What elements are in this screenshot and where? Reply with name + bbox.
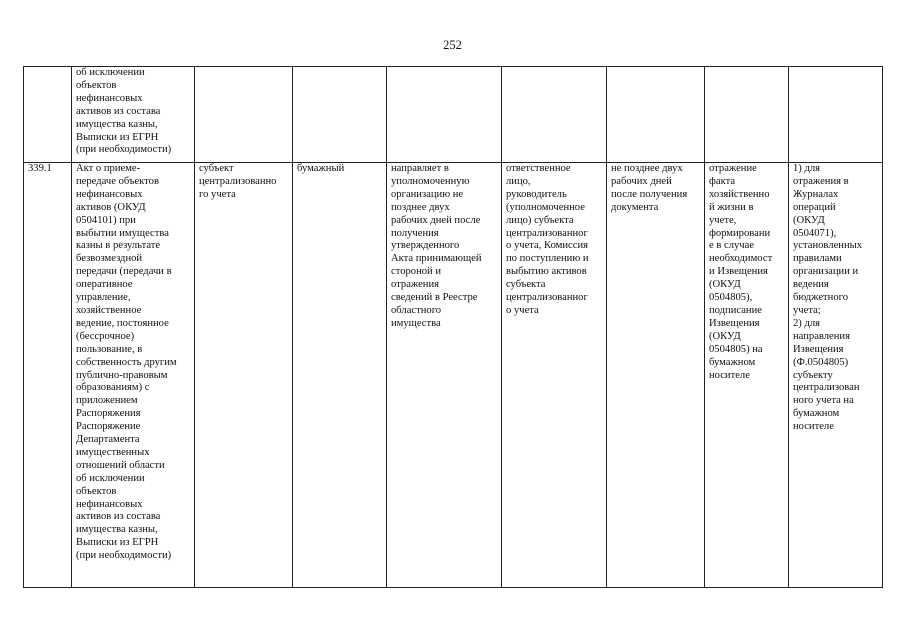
table-row-339-1 [24,163,883,588]
cell-form [293,67,387,163]
cell-reflection: отражение факта хозяйственно й жизни в учете, формировани е в случае необходимост и Извещения (ОКУД 0504805), подписание Извещения (ОКУД 0504805) на бумажном носителе [705,163,789,588]
cell-action: направляет в уполномоченную организацию не позднее двух рабочих дней после получения утвержденного Акта принимающей стороной и отражения сведений в Реестре областного имущества [387,163,502,588]
cell-number: 339.1 [24,163,72,588]
cell-subject: субъект централизованно го учета [195,163,293,588]
cell-deadline [607,67,705,163]
cell-deadline: не позднее двух рабочих дней после получения документа [607,163,705,588]
cell-responsible: ответственное лицо, руководитель (уполномоченное лицо) субъекта централизованног о учета, Комиссия по поступлению и выбытию активов субъекта централизованног о учета [502,163,607,588]
page-number: 252 [443,38,462,52]
cell-document: Акт о приеме- передаче объектов нефинансовых активов (ОКУД 0504101) при выбытии имущества казны в результате безвозмездной передачи (передачи в оперативное управление, хозяйственное ведение, постоянное (бессрочное) пользование, в собственность другим публично-правовым образованиям) с приложением Распоряжения Распоряжение Департамента имущественных отношений области об исключении объектов нефинансовых активов из состава имущества казны, Выписки из ЕГРН (при необходимости) [72,163,195,588]
cell-purpose [789,67,883,163]
cell-subject [195,67,293,163]
cell-action [387,67,502,163]
cell-responsible [502,67,607,163]
cell-number [24,67,72,163]
table-row-continuation [24,67,883,163]
cell-document: об исключении объектов нефинансовых активов из состава имущества казны, Выписки из ЕГРН (при необходимости) [72,67,195,163]
cell-purpose: 1) для отражения в Журналах операций (ОКУД 0504071), установленных правилами организации и ведения бюджетного учета; 2) для направления Извещения (Ф.0504805) субъекту централизован ного учета на бумажном носителе [789,163,883,588]
document-table [23,66,883,588]
cell-reflection [705,67,789,163]
cell-form: бумажный [293,163,387,588]
